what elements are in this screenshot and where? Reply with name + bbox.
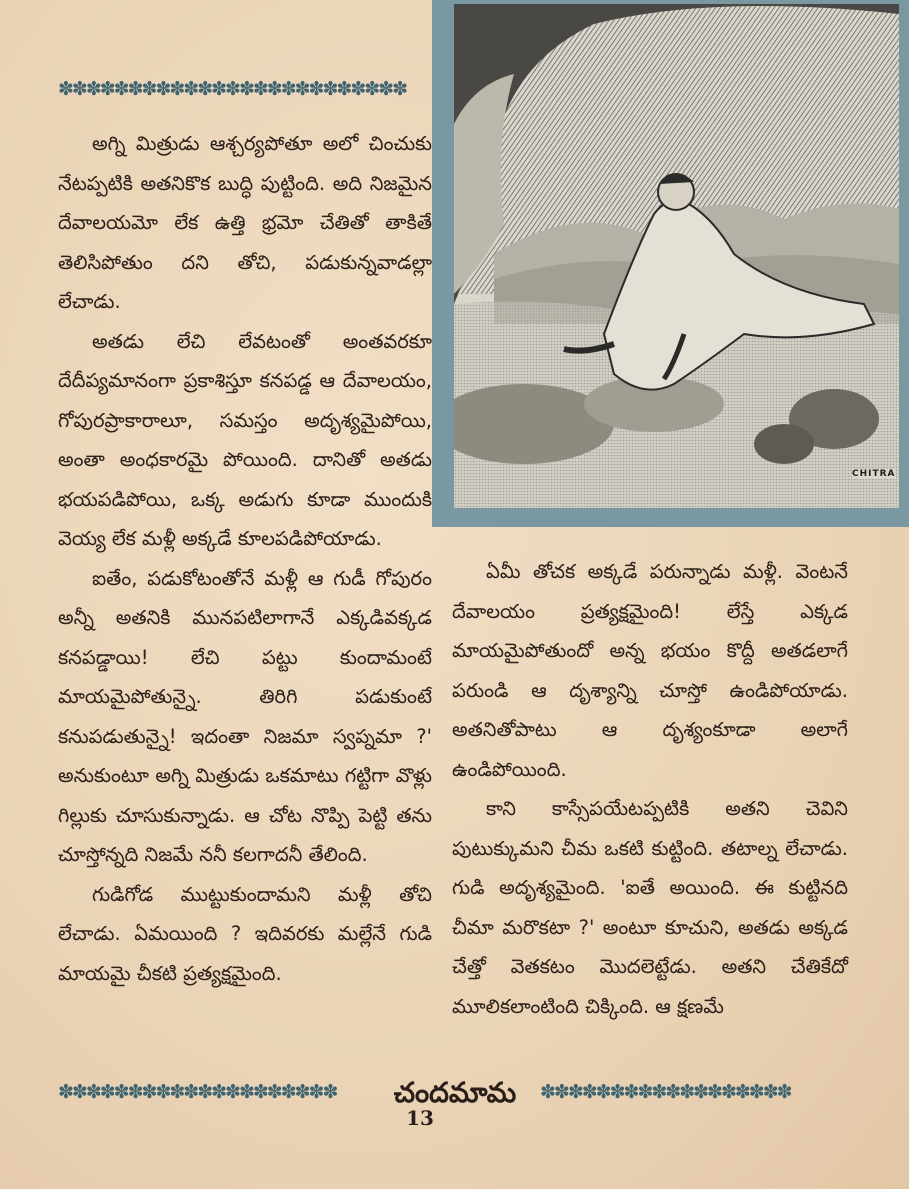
paragraph: ఏమీ తోచక అక్కడే పరున్నాడు మళ్లీ. వెంటనే దేవాలయం ప్రత్యక్షమైంది! లేస్తే ఎక్కడ మాయమైపోతుందో అన్న భయం కొద్దీ అతడలాగే పరుండి ఆ దృశ్యాన్ని చూస్తో ఉండిపోయాడు. అతనితోపాటు ఆ దృశ్యంకూడా అలాగే ఉండిపోయింది. [452, 560, 848, 781]
right-text-column [452, 552, 848, 1026]
paragraph: అతడు లేచి లేవటంతో అంతవరకూ దేదీప్యమానంగా ప్రకాశిస్తూ కనపడ్డ ఆ దేవాలయం, గోపురప్రాకారాలూ, సమస్తం అదృశ్యమైపోయి, అంతా అంధకారమై పోయింది. దానితో అతడు భయపడిపోయి, ఒక్క అడుగు కూడా ముందుకి వెయ్య లేక మళ్లీ అక్కడే కూలపడిపోయాడు. [58, 329, 432, 550]
illustration-drawing [454, 4, 899, 508]
artist-signature: CHITRA [852, 469, 896, 479]
top-ornament-border: ✽✽✽✽✽✽✽✽✽✽✽✽✽✽✽✽✽✽✽✽✽✽✽✽✽ [58, 78, 406, 100]
paragraph: గుడిగోడ ముట్టుకుందామని మళ్లీ తోచి లేచాడు. ఏమయింది ? ఇదివరకు మల్లేనే గుడి మాయమై చీకటి ప్రత్యక్షమైంది. [58, 882, 432, 985]
paragraph: ఐతేం, పడుకోటంతోనే మళ్లీ ఆ గుడీ గోపురం అన్నీ అతనికి మునపటిలాగానే ఎక్కడివక్కడ కనపడ్డాయి! లేచి పట్టు కుందామంటే మాయమైపోతున్నై. తిరిగి పడుకుంటే కనుపడుతున్నై! ఇదంతా నిజమా స్వప్నమా ?' అనుకుంటూ అగ్ని మిత్రుడు ఒకమాటు గట్టిగా వొళ్లు గిల్లుకు చూసుకున్నాడు. ఆ చోట నొప్పి పెట్టి తను చూస్తోన్నది నిజమే ననీ కలగాదనీ తేలింది. [58, 566, 432, 866]
story-illustration [432, 0, 909, 527]
footer-ornament-right: ✽✽✽✽✽✽✽✽✽✽✽✽✽✽✽✽✽✽ [540, 1081, 791, 1103]
footer-ornament-left: ✽✽✽✽✽✽✽✽✽✽✽✽✽✽✽✽✽✽✽✽ [58, 1081, 337, 1103]
paragraph: అగ్ని మిత్రుడు ఆశ్చర్యపోతూ అలో చించుకు నేటప్పటికి అతనికొక బుద్ధి పుట్టింది. అది నిజమైన దేవాలయమో లేక ఉత్తి భ్రమో చేతితో తాకితే తెలిసిపోతుం దని తోచి, పడుకున్నవాడల్లా లేచాడు. [58, 132, 432, 313]
paragraph: కాని కాస్సేపయేటప్పటికి అతని చెవిని పుటుక్కుమని చీమ ఒకటి కుట్టింది. తటాల్న లేచాడు. గుడి అదృశ్యమైంది. 'ఐతే అయింది. ఈ కుట్టినది చీమా మరొకటా ?' అంటూ కూచుని, అతడు అక్కడ చేత్తో వెతకటం మొదలెట్టేడు. అతని చేతికేదో మూలికలాంటింది చిక్కింది. ఆ క్షణమే [452, 797, 848, 1018]
page-number: 13 [406, 1106, 434, 1130]
left-text-column [58, 124, 432, 993]
magazine-title: చందమామ [393, 1076, 517, 1109]
